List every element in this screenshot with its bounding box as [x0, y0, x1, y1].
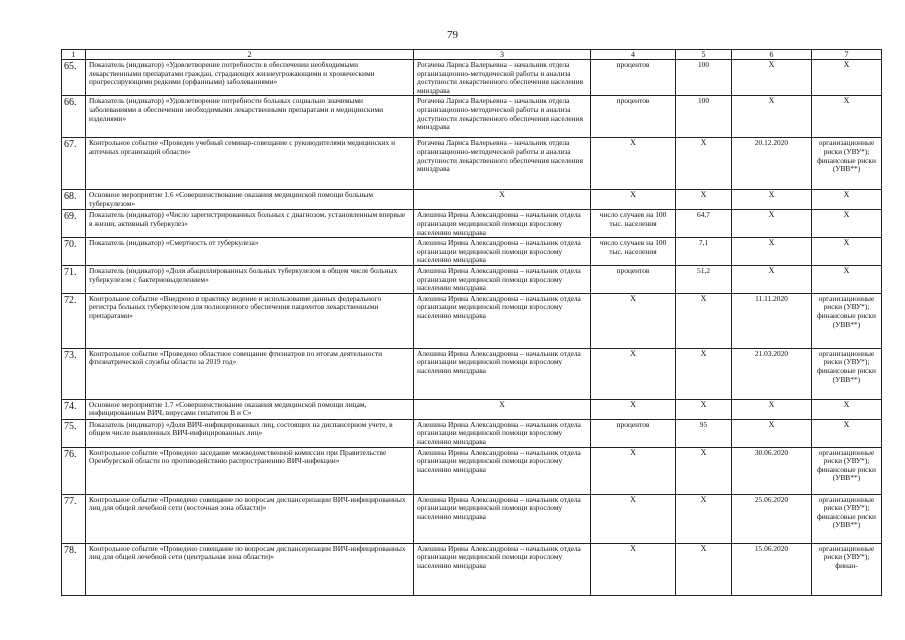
risks: Х — [812, 419, 882, 447]
table-row — [62, 96, 882, 138]
target-value: 100 — [676, 96, 732, 138]
risks: Х — [812, 238, 882, 266]
row-description: Контрольное событие «Проведено совещание по вопросам диспансеризации ВИЧ-инфицированных лиц для общей лечебной сети (восточная зона области)» — [86, 494, 414, 543]
column-number: 4 — [591, 50, 676, 60]
column-number: 3 — [414, 50, 591, 60]
row-description: Контрольное событие «Проведено областное совещание фтизиатров по итогам деятельности фтизиатрической службы области за 2019 год» — [86, 348, 414, 399]
target-value: Х — [676, 190, 732, 210]
unit-of-measure: Х — [591, 348, 676, 399]
row-number: 68. — [62, 190, 86, 210]
deadline-date: 21.03.2020 — [732, 348, 812, 399]
column-number: 6 — [732, 50, 812, 60]
target-value: 100 — [676, 60, 732, 96]
unit-of-measure: Х — [591, 293, 676, 348]
column-number: 7 — [812, 50, 882, 60]
target-value: Х — [676, 399, 732, 419]
table-row — [62, 265, 882, 293]
row-number: 74. — [62, 399, 86, 419]
risks: Х — [812, 210, 882, 238]
responsible-person: Алешина Ирина Александровна – начальник отдела организации медицинской помощи взрослому населению минздрава — [414, 494, 591, 543]
risks: организационные риски (УВУ*); финансовые риски (УВВ**) — [812, 494, 882, 543]
responsible-person: Алешина Ирина Александровна – начальник отдела организации медицинской помощи взрослому населению минздрава — [414, 348, 591, 399]
table-row — [62, 543, 882, 595]
row-description: Контрольное событие «Проведено заседание межведомственной комиссии при Правительстве Оренбургской области по противодействию распространению ВИЧ-инфекции» — [86, 447, 414, 494]
risks: организационные риски (УВУ*); финан- — [812, 543, 882, 595]
deadline-date: 20.12.2020 — [732, 138, 812, 190]
responsible-person: Рогачева Лариса Валерьевна – начальник отдела организационно-методической работы и анализа доступности лекарственного обеспечения населения минздрава — [414, 96, 591, 138]
row-description: Контрольное событие «Проведено совещание по вопросам диспансеризации ВИЧ-инфицированных лиц для общей лечебной сети (центральная зона области)» — [86, 543, 414, 595]
unit-of-measure: Х — [591, 190, 676, 210]
table-row — [62, 293, 882, 348]
row-number: 65. — [62, 60, 86, 96]
table-row — [62, 447, 882, 494]
target-value: 95 — [676, 419, 732, 447]
deadline-date: 30.06.2020 — [732, 447, 812, 494]
unit-of-measure: процентов — [591, 60, 676, 96]
table-row — [62, 399, 882, 419]
target-value: 51,2 — [676, 265, 732, 293]
row-number: 76. — [62, 447, 86, 494]
unit-of-measure: процентов — [591, 419, 676, 447]
unit-of-measure: число случаев на 100 тыс. населения — [591, 238, 676, 266]
risks: организационные риски (УВУ*); финансовые риски (УВВ**) — [812, 348, 882, 399]
risks: Х — [812, 265, 882, 293]
risks: Х — [812, 190, 882, 210]
deadline-date: Х — [732, 60, 812, 96]
deadline-date: 25.06.2020 — [732, 494, 812, 543]
responsible-person: Алешина Ирина Александровна – начальник отдела организации медицинской помощи взрослому населению минздрава — [414, 210, 591, 238]
row-number: 75. — [62, 419, 86, 447]
risks: Х — [812, 96, 882, 138]
table-row — [62, 348, 882, 399]
row-number: 78. — [62, 543, 86, 595]
unit-of-measure: Х — [591, 138, 676, 190]
row-number: 69. — [62, 210, 86, 238]
risks: Х — [812, 399, 882, 419]
responsible-person: Рогачева Лариса Валерьевна – начальник отдела организационно-методической работы и анализа доступности лекарственного обеспечения населения минздрава — [414, 138, 591, 190]
target-value: Х — [676, 348, 732, 399]
responsible-person: Алешина Ирина Александровна – начальник отдела организации медицинской помощи взрослому населению минздрава — [414, 238, 591, 266]
row-description: Показатель (индикатор) «Доля абациллированных больных туберкулезом в общем числе больных туберкулезом с бактериовыделением» — [86, 265, 414, 293]
target-value: Х — [676, 494, 732, 543]
unit-of-measure: Х — [591, 543, 676, 595]
table-row — [62, 210, 882, 238]
unit-of-measure: процентов — [591, 96, 676, 138]
row-description: Показатель (индикатор) «Удовлетворение потребности больных социально значимыми заболеваниями в обеспечении необходимыми лекарственными препаратами и медицинскими изделиями» — [86, 96, 414, 138]
risks: организационные риски (УВУ*); финансовые риски (УВВ**) — [812, 447, 882, 494]
row-number: 67. — [62, 138, 86, 190]
row-description: Основное мероприятие 1.6 «Совершенствование оказания медицинской помощи больным туберкулезом» — [86, 190, 414, 210]
row-description: Основное мероприятие 1.7 «Совершенствование оказания медицинской помощи лицам, инфицированным ВИЧ, вирусами гепатитов В и С» — [86, 399, 414, 419]
row-number: 77. — [62, 494, 86, 543]
deadline-date: 11.11.2020 — [732, 293, 812, 348]
risks: Х — [812, 60, 882, 96]
row-number: 72. — [62, 293, 86, 348]
column-number: 2 — [86, 50, 414, 60]
unit-of-measure: Х — [591, 399, 676, 419]
target-value: 64,7 — [676, 210, 732, 238]
row-number: 66. — [62, 96, 86, 138]
row-description: Показатель (индикатор) «Смертность от туберкулеза» — [86, 238, 414, 266]
deadline-date: Х — [732, 210, 812, 238]
responsible-person: Рогачева Лариса Валерьевна – начальник отдела организационно-методической работы и анализа доступности лекарственного обеспечения населения минздрава — [414, 60, 591, 96]
row-description: Показатель (индикатор) «Доля ВИЧ-инфицированных лиц, состоящих на диспансерном учете, в общем числе выявленных ВИЧ-инфицированных лиц» — [86, 419, 414, 447]
responsible-person: Алешина Ирина Александровна – начальник отдела организации медицинской помощи взрослому населению минздрава — [414, 419, 591, 447]
deadline-date: Х — [732, 190, 812, 210]
risks: организационные риски (УВУ*); финансовые риски (УВВ**) — [812, 293, 882, 348]
table-row — [62, 190, 882, 210]
deadline-date: Х — [732, 419, 812, 447]
table-row — [62, 419, 882, 447]
row-number: 71. — [62, 265, 86, 293]
column-number-row — [62, 50, 882, 60]
row-description: Контрольное событие «Внедрено в практику ведение и использование данных федерального регистра больных туберкулезом для полноценного обеспечения пациентов лекарственными препаратами» — [86, 293, 414, 348]
responsible-person: Х — [414, 399, 591, 419]
deadline-date: Х — [732, 265, 812, 293]
row-description: Показатель (индикатор) «Число зарегистрированных больных с диагнозом, установленным впервые в жизни, активный туберкулез» — [86, 210, 414, 238]
deadline-date: 15.06.2020 — [732, 543, 812, 595]
target-value: Х — [676, 293, 732, 348]
column-number: 5 — [676, 50, 732, 60]
row-description: Показатель (индикатор) «Удовлетворение потребности в обеспечении необходимыми лекарственными препаратами граждан, страдающих жизнеугрожающими и хроническими прогрессирующими редкими (орфанными) заболеваниями» — [86, 60, 414, 96]
table-row — [62, 494, 882, 543]
row-number: 70. — [62, 238, 86, 266]
table-row — [62, 60, 882, 96]
target-value: 7,1 — [676, 238, 732, 266]
row-number: 73. — [62, 348, 86, 399]
deadline-date: Х — [732, 238, 812, 266]
responsible-person: Х — [414, 190, 591, 210]
deadline-date: Х — [732, 96, 812, 138]
responsible-person: Алешина Ирина Александровна – начальник отдела организации медицинской помощи взрослому населению минздрава — [414, 447, 591, 494]
risks: организационные риски (УВУ*); финансовые риски (УВВ**) — [812, 138, 882, 190]
table-row — [62, 138, 882, 190]
unit-of-measure: Х — [591, 447, 676, 494]
target-value: Х — [676, 543, 732, 595]
column-number: 1 — [62, 50, 86, 60]
unit-of-measure: Х — [591, 494, 676, 543]
row-description: Контрольное событие «Проведен учебный семинар-совещание с руководителями медицинских и аптечных организаций области» — [86, 138, 414, 190]
page-number: 79 — [447, 29, 458, 41]
responsible-person: Алешина Ирина Александровна – начальник отдела организации медицинской помощи взрослому населению минздрава — [414, 543, 591, 595]
target-value: Х — [676, 138, 732, 190]
table-row — [62, 238, 882, 266]
unit-of-measure: процентов — [591, 265, 676, 293]
unit-of-measure: число случаев на 100 тыс. населения — [591, 210, 676, 238]
plan-table — [61, 49, 882, 596]
responsible-person: Алешина Ирина Александровна – начальник отдела организации медицинской помощи взрослому населению минздрава — [414, 265, 591, 293]
target-value: Х — [676, 447, 732, 494]
deadline-date: Х — [732, 399, 812, 419]
responsible-person: Алешина Ирина Александровна – начальник отдела организации медицинской помощи взрослому населению минздрава — [414, 293, 591, 348]
